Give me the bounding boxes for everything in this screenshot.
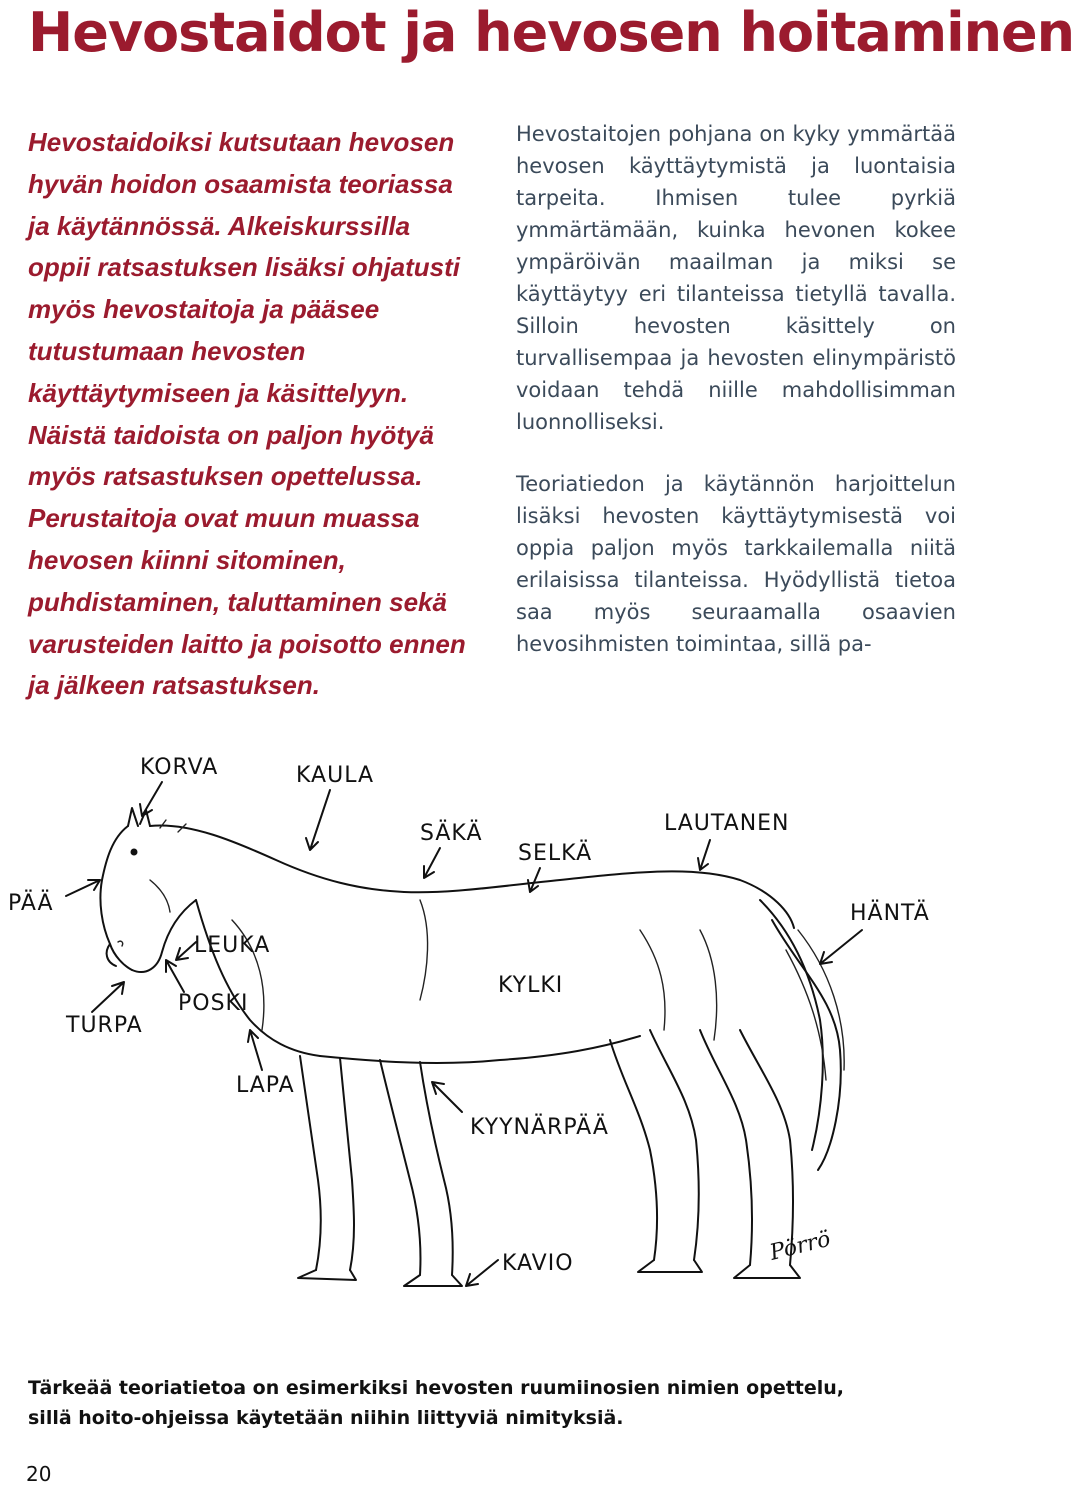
label-poski-text: POSKI [178,991,249,1016]
caption-line-2: sillä hoito-ohjeissa käytetään niihin liittyviä nimityksiä. [28,1407,624,1429]
label-kyynarpaa [432,1082,609,1140]
label-selka [518,840,592,892]
label-leuka [176,933,270,960]
label-kavio [466,1251,574,1286]
label-saka [420,820,483,878]
artist-signature: Pörrö [767,1226,834,1266]
label-lapa [236,1030,295,1098]
label-saka-text: SÄKÄ [420,821,483,846]
label-paa-text: PÄÄ [8,891,54,916]
body-column [516,118,956,690]
label-kavio-text: KAVIO [502,1251,574,1276]
label-poski [166,960,248,1016]
label-selka-text: SELKÄ [518,841,593,866]
body-paragraph-2: Teoriatiedon ja käytännön harjoittelun lisäksi hevosten käyttäytymisestä voi oppia paljon myös tarkkailemalla niitä erilaisissa tilanteissa. Hyödyllistä tietoa saa myös seuraamalla osaavien hevosihmisten toimintaa, sillä pa- [516,472,956,656]
label-korva [140,755,218,816]
horse-anatomy-diagram [0,730,960,1330]
label-hanta [820,900,930,964]
label-hanta-text: HÄNTÄ [850,901,930,926]
label-kylki [498,973,563,998]
body-paragraph-1: Hevostaitojen pohjana on kyky ymmärtää hevosen käyttäytymistä ja luontaisia tarpeita. Ihmisen tulee pyrkiä ymmärtämään, kuinka hevonen kokee ympäröivän maailman ja miksi se käyttäytyy eri tilanteissa tietyllä tavalla. Silloin hevosten käsittely on turvallisempaa ja hevosten elinympäristö voidaan tehdä niille mahdollisimman luonnolliseksi. [516,122,956,434]
label-leuka-text: LEUKA [194,933,271,958]
label-lapa-text: LAPA [236,1073,295,1098]
intro-paragraph: Hevostaidoiksi kutsutaan hevosen hyvän hoidon osaamista teoriassa ja käytännössä. Alkeiskurssilla oppii ratsastuksen lisäksi ohjatusti myös hevostaitoja ja pääsee tutustumaan hevosten käyttäytymiseen ja käsittelyyn. Näistä taidoista on paljon hyötyä myös ratsastuksen opettelussa. Perustaitoja ovat muun muassa hevosen kiinni sitominen, puhdistaminen, taluttaminen sekä varusteiden laitto ja poisotto ennen ja jälkeen ratsastuksen. [28,127,466,701]
label-korva-text: KORVA [140,755,219,780]
page-number: 20 [26,1462,52,1486]
label-kaula [296,763,374,850]
label-turpa-text: TURPA [66,1013,143,1038]
label-kylki-text: KYLKI [498,973,564,998]
label-lautanen [664,811,790,870]
label-paa [8,880,100,916]
caption [28,1373,928,1433]
label-lautanen-text: LAUTANEN [664,811,790,836]
label-kaula-text: KAULA [296,763,375,788]
label-turpa [65,982,143,1038]
page-title: Hevostaidot ja hevosen hoitaminen [28,1,1074,64]
horse-drawing [100,808,844,1286]
label-kyynarpaa-text: KYYNÄRPÄÄ [470,1115,609,1140]
caption-line-1: Tärkeää teoriatietoa on esimerkiksi hevosten ruumiinosien nimien opettelu, [28,1377,845,1399]
